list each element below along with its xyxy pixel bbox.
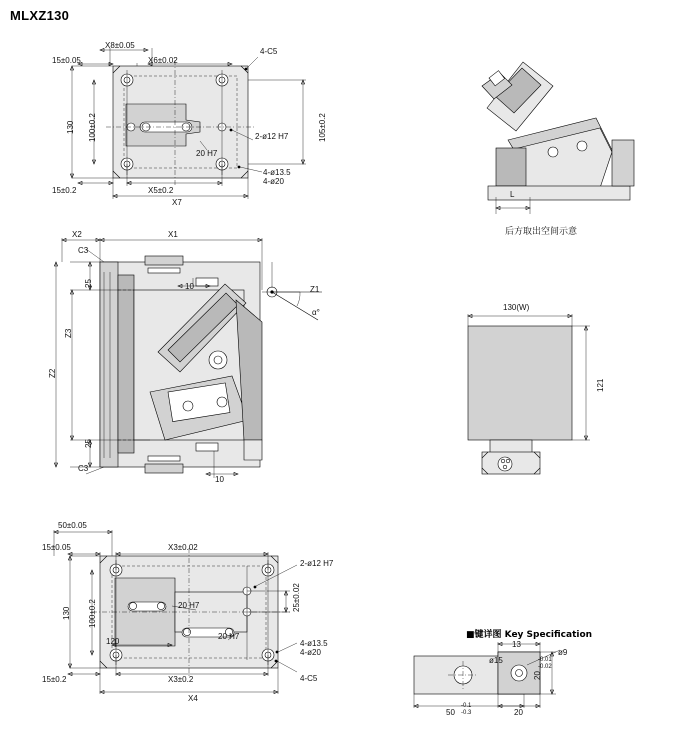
label-x3-002: X3±0.02 (168, 543, 198, 552)
label-13: 13 (512, 640, 521, 649)
label-15-005-bot: 15±0.05 (42, 543, 71, 552)
label-c3-bottom: C3 (78, 464, 89, 473)
label-4-o135-top: 4-ø13.5 (263, 168, 291, 177)
label-x5-top: X5±0.2 (148, 186, 174, 195)
label-130-bot: 130 (62, 606, 71, 620)
label-4-o20-top: 4-ø20 (263, 177, 284, 186)
label-100-top: 100±0.2 (88, 113, 97, 142)
label-15-005-top: 15±0.05 (52, 56, 81, 65)
side-view-geometry (54, 238, 322, 478)
label-z1: Z1 (310, 285, 320, 294)
label-20h7-bot-1: 20 H7 (178, 601, 200, 610)
label-o9: ø9 (558, 648, 568, 657)
label-25-002: 25±0.02 (292, 583, 301, 612)
label-120: 120 (106, 637, 120, 646)
label-2-o12h7-top: 2-ø12 H7 (255, 132, 289, 141)
label-20h7-top: 20 H7 (196, 149, 218, 158)
label-tol-upper: -0.01 (538, 657, 552, 663)
label-20-width: 20 (514, 708, 523, 717)
label-x7: X7 (172, 198, 182, 207)
label-100-bot: 100±0.2 (88, 599, 97, 628)
label-130w: 130(W) (503, 303, 530, 312)
label-x1: X1 (168, 230, 178, 239)
key-spec-heading: ■键详图 Key Specification (466, 630, 593, 640)
label-4c5-top: 4-C5 (260, 47, 278, 56)
label-20-tol: 20 (533, 671, 542, 680)
label-25-top: 25 (84, 279, 93, 288)
label-z3: Z3 (64, 328, 73, 338)
label-x4: X4 (188, 694, 198, 703)
label-4c5-bot: 4-C5 (300, 674, 318, 683)
label-15-02-bot: 15±0.2 (42, 675, 67, 684)
label-10-bottom: 10 (215, 475, 224, 484)
label-15-02-top: 15±0.2 (52, 186, 77, 195)
label-tol-lower: -0.02 (538, 664, 552, 670)
label-130-top: 130 (66, 120, 75, 134)
label-105-top: 105±0.2 (318, 113, 327, 142)
label-l: L (510, 190, 515, 199)
page-title: MLXZ130 (10, 8, 70, 23)
rear-view-geometry (482, 62, 634, 214)
front-view-geometry (468, 314, 590, 474)
label-x8: X8±0.05 (105, 41, 135, 50)
label-50-tol-upper: -0.1 (461, 703, 472, 709)
label-50-tol-lower: -0.3 (461, 710, 472, 716)
label-20h7-bot-2: 20 H7 (218, 632, 240, 641)
label-o15: ø15 (489, 656, 503, 665)
label-50-005: 50±0.05 (58, 521, 87, 530)
label-c3-top: C3 (78, 246, 89, 255)
label-121: 121 (596, 378, 605, 392)
label-50: 50 (446, 708, 455, 717)
label-alpha: α° (312, 308, 320, 317)
label-25-bottom: 25 (84, 439, 93, 448)
label-x6: X6±0.02 (148, 56, 178, 65)
label-x3-02: X3±0.2 (168, 675, 194, 684)
label-10-top: 10 (185, 282, 194, 291)
label-z2: Z2 (48, 368, 57, 378)
label-4-o20-bot: 4-ø20 (300, 648, 321, 657)
label-2-o12h7-bot: 2-ø12 H7 (300, 559, 334, 568)
label-x2: X2 (72, 230, 82, 239)
label-4-o135-bot: 4-ø13.5 (300, 639, 328, 648)
rear-view-caption: 后方取出空间示意 (505, 227, 578, 237)
